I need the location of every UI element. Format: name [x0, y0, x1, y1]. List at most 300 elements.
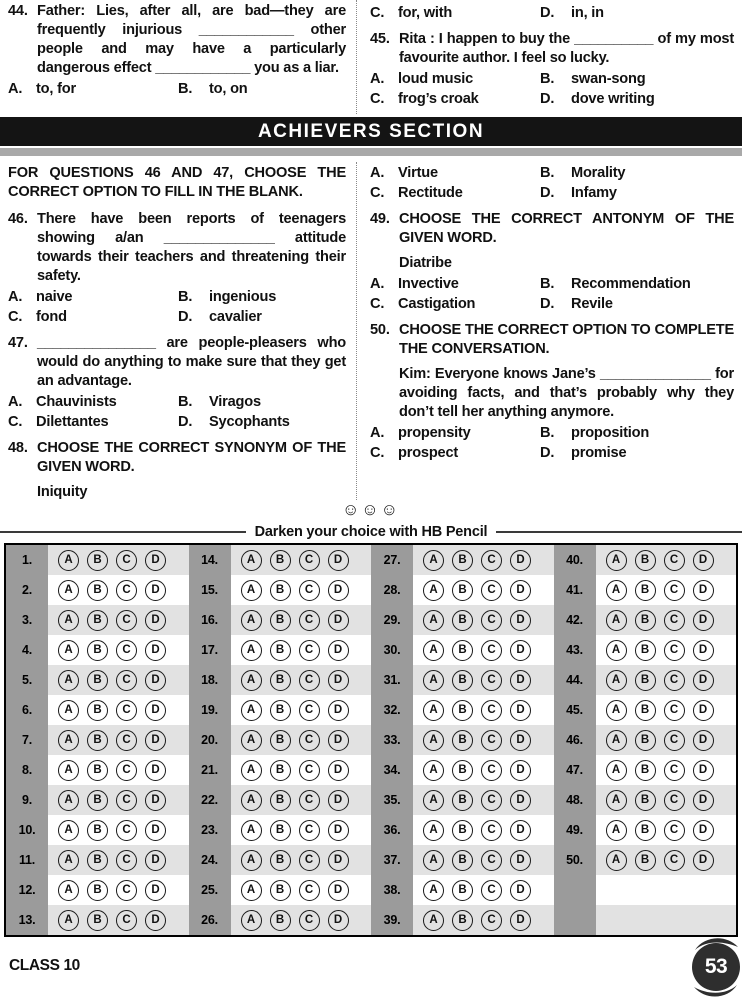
omr-answer-row [48, 695, 189, 725]
omr-bubble-B[interactable]: B [270, 820, 291, 841]
omr-bubble-B[interactable]: B [635, 610, 656, 631]
omr-bubble-C[interactable]: C [299, 790, 320, 811]
omr-answer-row [413, 545, 554, 575]
omr-bubble-D[interactable]: D [693, 580, 714, 601]
omr-bubble-C[interactable]: C [116, 880, 137, 901]
omr-question-number: 12. [6, 875, 48, 905]
omr-bubble-B[interactable]: B [635, 820, 656, 841]
omr-answer-row [596, 575, 737, 605]
omr-bubble-A[interactable]: A [606, 580, 627, 601]
omr-bubble-C[interactable]: C [116, 790, 137, 811]
question-50-dialog: Kim: Everyone knows Jane’s ______________ for avoiding facts, and that’s probably why they don’t tell her anything anymore. [399, 366, 734, 420]
option-letter: B. [540, 165, 555, 181]
omr-question-number: 35. [371, 785, 413, 815]
question-50-number: 50. [370, 322, 390, 338]
question-47-options-ab [8, 393, 346, 411]
option-letter: D. [540, 296, 555, 312]
omr-bubble-B[interactable]: B [635, 670, 656, 691]
main-left-column [0, 162, 356, 500]
omr-bubble-A[interactable]: A [241, 550, 262, 571]
omr-bubble-D[interactable]: D [510, 910, 531, 931]
omr-bubble-B[interactable]: B [87, 550, 108, 571]
omr-bubble-D[interactable]: D [145, 850, 166, 871]
omr-bubble-D[interactable]: D [145, 790, 166, 811]
omr-bubble-D[interactable]: D [145, 580, 166, 601]
omr-header [0, 520, 742, 543]
omr-bubble-C[interactable]: C [299, 670, 320, 691]
omr-bubble-B[interactable]: B [270, 760, 291, 781]
option-text: prospect [398, 445, 459, 461]
omr-bubble-A[interactable]: A [58, 790, 79, 811]
omr-bubble-C[interactable]: C [116, 850, 137, 871]
omr-bubble-C[interactable]: C [299, 880, 320, 901]
omr-bubble-D[interactable]: D [145, 760, 166, 781]
omr-bubble-D[interactable]: D [693, 760, 714, 781]
omr-bubble-D[interactable]: D [328, 910, 349, 931]
omr-bubble-B[interactable]: B [270, 550, 291, 571]
omr-bubble-D[interactable]: D [328, 850, 349, 871]
omr-bubble-C[interactable]: C [299, 640, 320, 661]
question-47-number: 47. [8, 335, 28, 351]
option-text: Recommendation [571, 276, 691, 292]
option-text: dove writing [571, 91, 655, 107]
omr-bubble-B[interactable]: B [270, 850, 291, 871]
omr-bubble-B[interactable]: B [87, 730, 108, 751]
omr-bubble-C[interactable]: C [299, 550, 320, 571]
option-letter: A. [370, 425, 385, 441]
omr-question-number: 50. [554, 845, 596, 875]
omr-bubble-D[interactable]: D [328, 820, 349, 841]
omr-bubble-D[interactable]: D [328, 610, 349, 631]
omr-bubble-D[interactable]: D [693, 550, 714, 571]
omr-bubble-C[interactable]: C [116, 580, 137, 601]
omr-bubble-B[interactable]: B [635, 580, 656, 601]
omr-bubble-D[interactable]: D [693, 790, 714, 811]
omr-bubble-A[interactable]: A [423, 610, 444, 631]
omr-bubble-B[interactable]: B [87, 820, 108, 841]
omr-bubble-C[interactable]: C [481, 640, 502, 661]
omr-bubble-B[interactable]: B [270, 580, 291, 601]
omr-bubble-C[interactable]: C [116, 820, 137, 841]
omr-bubble-B[interactable]: B [635, 730, 656, 751]
omr-bubble-D[interactable]: D [510, 700, 531, 721]
omr-answer-row [48, 815, 189, 845]
class-label: CLASS 10 [9, 957, 80, 974]
omr-bubble-C[interactable]: C [116, 730, 137, 751]
omr-question-number: 17. [189, 635, 231, 665]
omr-bubble-C[interactable]: C [299, 910, 320, 931]
omr-bubble-A[interactable]: A [58, 700, 79, 721]
omr-bubble-C[interactable]: C [299, 820, 320, 841]
omr-answer-row [48, 575, 189, 605]
omr-bubble-C[interactable]: C [299, 850, 320, 871]
omr-bubble-D[interactable]: D [328, 580, 349, 601]
omr-bubble-A[interactable]: A [241, 700, 262, 721]
omr-question-number: 25. [189, 875, 231, 905]
omr-question-number: 29. [371, 605, 413, 635]
option-letter: B. [178, 394, 193, 410]
option-text: Viragos [209, 394, 261, 410]
option-letter: C. [370, 445, 385, 461]
omr-sheet [4, 543, 738, 937]
omr-group-4 [554, 545, 737, 935]
omr-bubble-D[interactable]: D [693, 820, 714, 841]
omr-bubble-C[interactable]: C [116, 550, 137, 571]
omr-bubble-C[interactable]: C [116, 760, 137, 781]
omr-question-number: 2. [6, 575, 48, 605]
omr-bubble-A[interactable]: A [58, 910, 79, 931]
omr-bubble-D[interactable]: D [693, 640, 714, 661]
omr-bubble-C[interactable]: C [481, 700, 502, 721]
omr-bubble-A[interactable]: A [423, 880, 444, 901]
omr-answer-row [596, 755, 737, 785]
omr-bubble-B[interactable]: B [452, 820, 473, 841]
omr-bubble-B[interactable]: B [452, 850, 473, 871]
omr-bubble-B[interactable]: B [87, 700, 108, 721]
omr-bubble-A[interactable]: A [58, 760, 79, 781]
question-50-text [370, 321, 734, 359]
omr-bubble-D[interactable]: D [145, 610, 166, 631]
omr-bubble-B[interactable]: B [452, 700, 473, 721]
option-text: loud music [398, 71, 474, 87]
omr-bubble-C[interactable]: C [481, 850, 502, 871]
omr-answer-row [48, 605, 189, 635]
omr-bubble-A[interactable]: A [58, 820, 79, 841]
omr-bubble-D[interactable]: D [145, 670, 166, 691]
omr-bubble-D[interactable]: D [328, 760, 349, 781]
omr-bubble-A[interactable]: A [423, 670, 444, 691]
question-44-options-ab [8, 80, 346, 98]
omr-bubble-B[interactable]: B [87, 910, 108, 931]
omr-bubble-B[interactable]: B [452, 730, 473, 751]
omr-bubble-D[interactable]: D [510, 850, 531, 871]
omr-bubble-A[interactable]: A [423, 850, 444, 871]
omr-bubble-C[interactable]: C [299, 700, 320, 721]
omr-bubble-B[interactable]: B [635, 850, 656, 871]
omr-bubble-D[interactable]: D [510, 610, 531, 631]
omr-bubble-B[interactable]: B [87, 790, 108, 811]
omr-bubble-A[interactable]: A [606, 640, 627, 661]
omr-answer-row [48, 665, 189, 695]
omr-bubble-A[interactable]: A [58, 640, 79, 661]
omr-bubble-B[interactable]: B [635, 700, 656, 721]
omr-bubble-D[interactable]: D [145, 550, 166, 571]
omr-question-number: 48. [554, 785, 596, 815]
omr-bubble-C[interactable]: C [299, 610, 320, 631]
omr-bubble-D[interactable]: D [328, 670, 349, 691]
omr-bubble-C[interactable]: C [664, 820, 685, 841]
omr-bubble-A[interactable]: A [58, 580, 79, 601]
omr-bubble-D[interactable]: D [145, 880, 166, 901]
omr-bubble-D[interactable]: D [328, 730, 349, 751]
omr-bubble-B[interactable]: B [452, 880, 473, 901]
omr-question-number [554, 875, 596, 905]
page-footer [0, 937, 742, 1000]
omr-bubble-C[interactable]: C [481, 910, 502, 931]
omr-bubble-A[interactable]: A [241, 670, 262, 691]
option-letter: D. [540, 5, 555, 21]
omr-bubble-B[interactable]: B [635, 790, 656, 811]
omr-bubble-C[interactable]: C [481, 610, 502, 631]
omr-bubble-B[interactable]: B [270, 640, 291, 661]
omr-question-number: 40. [554, 545, 596, 575]
omr-bubble-C[interactable]: C [481, 580, 502, 601]
omr-bubble-D[interactable]: D [693, 700, 714, 721]
omr-bubble-C[interactable]: C [481, 670, 502, 691]
question-46-number: 46. [8, 211, 28, 227]
omr-answer-row [413, 665, 554, 695]
omr-bubble-A[interactable]: A [606, 730, 627, 751]
option-letter: B. [540, 71, 555, 87]
option-text: promise [571, 445, 627, 461]
achievers-section-title: ACHIEVERS SECTION [257, 120, 485, 142]
omr-bubble-B[interactable]: B [87, 640, 108, 661]
omr-bubble-A[interactable]: A [606, 610, 627, 631]
option-text: Infamy [571, 185, 617, 201]
omr-bubble-D[interactable]: D [693, 670, 714, 691]
omr-bubble-D[interactable]: D [328, 550, 349, 571]
omr-bubble-C[interactable]: C [664, 610, 685, 631]
omr-bubble-A[interactable]: A [58, 850, 79, 871]
option-letter: B. [178, 289, 193, 305]
omr-bubble-C[interactable]: C [116, 610, 137, 631]
omr-bubble-A[interactable]: A [606, 760, 627, 781]
omr-bubble-D[interactable]: D [328, 700, 349, 721]
omr-bubble-C[interactable]: C [664, 760, 685, 781]
omr-bubble-D[interactable]: D [145, 820, 166, 841]
omr-bubble-C[interactable]: C [116, 670, 137, 691]
omr-question-number: 16. [189, 605, 231, 635]
omr-bubble-D[interactable]: D [145, 910, 166, 931]
omr-bubble-D[interactable]: D [510, 730, 531, 751]
omr-bubble-C[interactable]: C [664, 790, 685, 811]
omr-bubble-A[interactable]: A [606, 820, 627, 841]
omr-bubble-D[interactable]: D [145, 730, 166, 751]
omr-bubble-A[interactable]: A [58, 610, 79, 631]
option-text: for, with [398, 5, 453, 21]
omr-bubble-B[interactable]: B [270, 790, 291, 811]
omr-bubble-D[interactable]: D [693, 730, 714, 751]
option-letter: C. [8, 414, 23, 430]
omr-question-number: 3. [6, 605, 48, 635]
omr-bubble-B[interactable]: B [452, 580, 473, 601]
omr-bubble-B[interactable]: B [87, 880, 108, 901]
question-45-text [370, 30, 734, 68]
omr-bubble-B[interactable]: B [452, 640, 473, 661]
option-text: Revile [571, 296, 613, 312]
top-left-column [0, 0, 356, 114]
omr-bubble-D[interactable]: D [145, 700, 166, 721]
section-instruction: FOR QUESTIONS 46 AND 47, CHOOSE THE CORRECT OPTION TO FILL IN THE BLANK. [8, 165, 346, 200]
option-letter: B. [540, 276, 555, 292]
omr-question-number: 6. [6, 695, 48, 725]
top-right-column [356, 0, 742, 114]
omr-answer-row [48, 755, 189, 785]
omr-bubble-A[interactable]: A [423, 910, 444, 931]
omr-bubble-A[interactable]: A [423, 820, 444, 841]
omr-bubble-A[interactable]: A [423, 760, 444, 781]
omr-bubble-A[interactable]: A [241, 760, 262, 781]
omr-bubble-D[interactable]: D [693, 610, 714, 631]
question-47-text [8, 334, 346, 391]
omr-bubble-A[interactable]: A [241, 580, 262, 601]
omr-bubble-A[interactable]: A [423, 550, 444, 571]
omr-question-number: 39. [371, 905, 413, 935]
option-text: to, on [209, 81, 248, 97]
omr-bubble-D[interactable]: D [693, 850, 714, 871]
omr-bubble-B[interactable]: B [270, 670, 291, 691]
option-letter: B. [540, 425, 555, 441]
omr-question-number: 18. [189, 665, 231, 695]
omr-question-number: 24. [189, 845, 231, 875]
omr-bubble-B[interactable]: B [270, 610, 291, 631]
omr-bubble-D[interactable]: D [510, 820, 531, 841]
omr-bubble-A[interactable]: A [241, 820, 262, 841]
omr-bubble-C[interactable]: C [116, 910, 137, 931]
option-letter: D. [178, 309, 193, 325]
question-46-options-ab [8, 288, 346, 306]
omr-question-number: 8. [6, 755, 48, 785]
omr-bubble-C[interactable]: C [664, 640, 685, 661]
omr-bubble-B[interactable]: B [452, 790, 473, 811]
omr-answer-row [596, 815, 737, 845]
omr-bubble-C[interactable]: C [664, 580, 685, 601]
omr-bubble-A[interactable]: A [606, 550, 627, 571]
omr-bubble-C[interactable]: C [664, 550, 685, 571]
omr-bubble-A[interactable]: A [58, 880, 79, 901]
omr-answer-row [48, 845, 189, 875]
omr-bubble-C[interactable]: C [116, 700, 137, 721]
omr-bubble-C[interactable]: C [664, 850, 685, 871]
omr-bubble-C[interactable]: C [664, 670, 685, 691]
omr-bubble-A[interactable]: A [423, 700, 444, 721]
omr-bubble-A[interactable]: A [423, 580, 444, 601]
omr-bubble-B[interactable]: B [270, 700, 291, 721]
question-47-options-cd [8, 413, 346, 431]
omr-bubble-C[interactable]: C [299, 580, 320, 601]
omr-answer-row [231, 845, 372, 875]
omr-answer-row [596, 845, 737, 875]
omr-bubble-A[interactable]: A [423, 640, 444, 661]
omr-bubble-C[interactable]: C [481, 730, 502, 751]
omr-answer-row [413, 605, 554, 635]
omr-bubble-A[interactable]: A [241, 610, 262, 631]
option-letter: A. [370, 71, 385, 87]
omr-bubble-A[interactable]: A [58, 730, 79, 751]
question-46-body: There have been reports of teenagers showing a/an ______________ attitude towards their teachers and threatening their safety. [37, 211, 346, 284]
question-49-text [370, 210, 734, 248]
omr-question-number: 27. [371, 545, 413, 575]
omr-bubble-A[interactable]: A [606, 700, 627, 721]
omr-bubble-D[interactable]: D [510, 760, 531, 781]
omr-bubble-C[interactable]: C [664, 700, 685, 721]
omr-bubble-D[interactable]: D [510, 640, 531, 661]
omr-bubble-A[interactable]: A [58, 550, 79, 571]
omr-bubble-B[interactable]: B [635, 550, 656, 571]
omr-bubble-D[interactable]: D [328, 640, 349, 661]
omr-bubble-C[interactable]: C [481, 760, 502, 781]
omr-bubble-D[interactable]: D [510, 550, 531, 571]
omr-bubble-B[interactable]: B [87, 610, 108, 631]
omr-question-number: 20. [189, 725, 231, 755]
omr-bubble-A[interactable]: A [241, 880, 262, 901]
omr-bubble-A[interactable]: A [241, 730, 262, 751]
omr-bubble-D[interactable]: D [510, 790, 531, 811]
option-text: Invective [398, 276, 459, 292]
omr-question-number: 42. [554, 605, 596, 635]
omr-bubble-A[interactable]: A [241, 910, 262, 931]
option-text: cavalier [209, 309, 262, 325]
omr-bubble-A[interactable]: A [423, 790, 444, 811]
omr-bubble-B[interactable]: B [452, 610, 473, 631]
omr-bubble-B[interactable]: B [452, 910, 473, 931]
omr-bubble-C[interactable]: C [299, 760, 320, 781]
omr-bubble-D[interactable]: D [145, 640, 166, 661]
omr-bubble-B[interactable]: B [452, 760, 473, 781]
omr-bubble-D[interactable]: D [510, 670, 531, 691]
omr-bubble-A[interactable]: A [58, 670, 79, 691]
omr-answer-row [413, 785, 554, 815]
omr-bubble-B[interactable]: B [452, 550, 473, 571]
question-48 [8, 439, 346, 500]
omr-bubble-A[interactable]: A [241, 850, 262, 871]
omr-question-number: 13. [6, 905, 48, 935]
omr-bubble-A[interactable]: A [606, 670, 627, 691]
omr-bubble-B[interactable]: B [635, 760, 656, 781]
omr-bubble-A[interactable]: A [423, 730, 444, 751]
omr-bubble-A[interactable]: A [241, 640, 262, 661]
omr-bubble-C[interactable]: C [481, 550, 502, 571]
question-50-body: CHOOSE THE CORRECT OPTION TO COMPLETE THE CONVERSATION. [399, 322, 734, 357]
omr-bubble-B[interactable]: B [270, 730, 291, 751]
option-text: propensity [398, 425, 471, 441]
omr-bubble-D[interactable]: D [510, 580, 531, 601]
omr-bubble-C[interactable]: C [299, 730, 320, 751]
omr-question-number: 7. [6, 725, 48, 755]
omr-bubble-A[interactable]: A [241, 790, 262, 811]
omr-bubble-D[interactable]: D [328, 880, 349, 901]
omr-bubble-B[interactable]: B [87, 760, 108, 781]
omr-bubble-C[interactable]: C [481, 880, 502, 901]
omr-bubble-D[interactable]: D [328, 790, 349, 811]
omr-group-3 [371, 545, 554, 935]
omr-question-number: 5. [6, 665, 48, 695]
page-number-badge [688, 937, 742, 999]
omr-question-number: 10. [6, 815, 48, 845]
option-letter: A. [8, 289, 23, 305]
omr-bubble-C[interactable]: C [481, 790, 502, 811]
omr-bubble-B[interactable]: B [87, 670, 108, 691]
omr-bubble-C[interactable]: C [481, 820, 502, 841]
omr-bubble-C[interactable]: C [664, 730, 685, 751]
omr-bubble-B[interactable]: B [270, 910, 291, 931]
question-49-body: CHOOSE THE CORRECT ANTONYM OF THE GIVEN WORD. [399, 211, 734, 246]
omr-bubble-C[interactable]: C [116, 640, 137, 661]
question-45-number: 45. [370, 31, 390, 47]
omr-bubble-A[interactable]: A [606, 850, 627, 871]
omr-bubble-B[interactable]: B [452, 670, 473, 691]
omr-bubble-B[interactable]: B [635, 640, 656, 661]
omr-bubble-B[interactable]: B [87, 850, 108, 871]
omr-bubble-A[interactable]: A [606, 790, 627, 811]
omr-answer-row [413, 635, 554, 665]
omr-bubble-B[interactable]: B [270, 880, 291, 901]
option-text: proposition [571, 425, 650, 441]
omr-question-number: 30. [371, 635, 413, 665]
omr-question-number: 23. [189, 815, 231, 845]
omr-bubble-B[interactable]: B [87, 580, 108, 601]
omr-bubble-D[interactable]: D [510, 880, 531, 901]
